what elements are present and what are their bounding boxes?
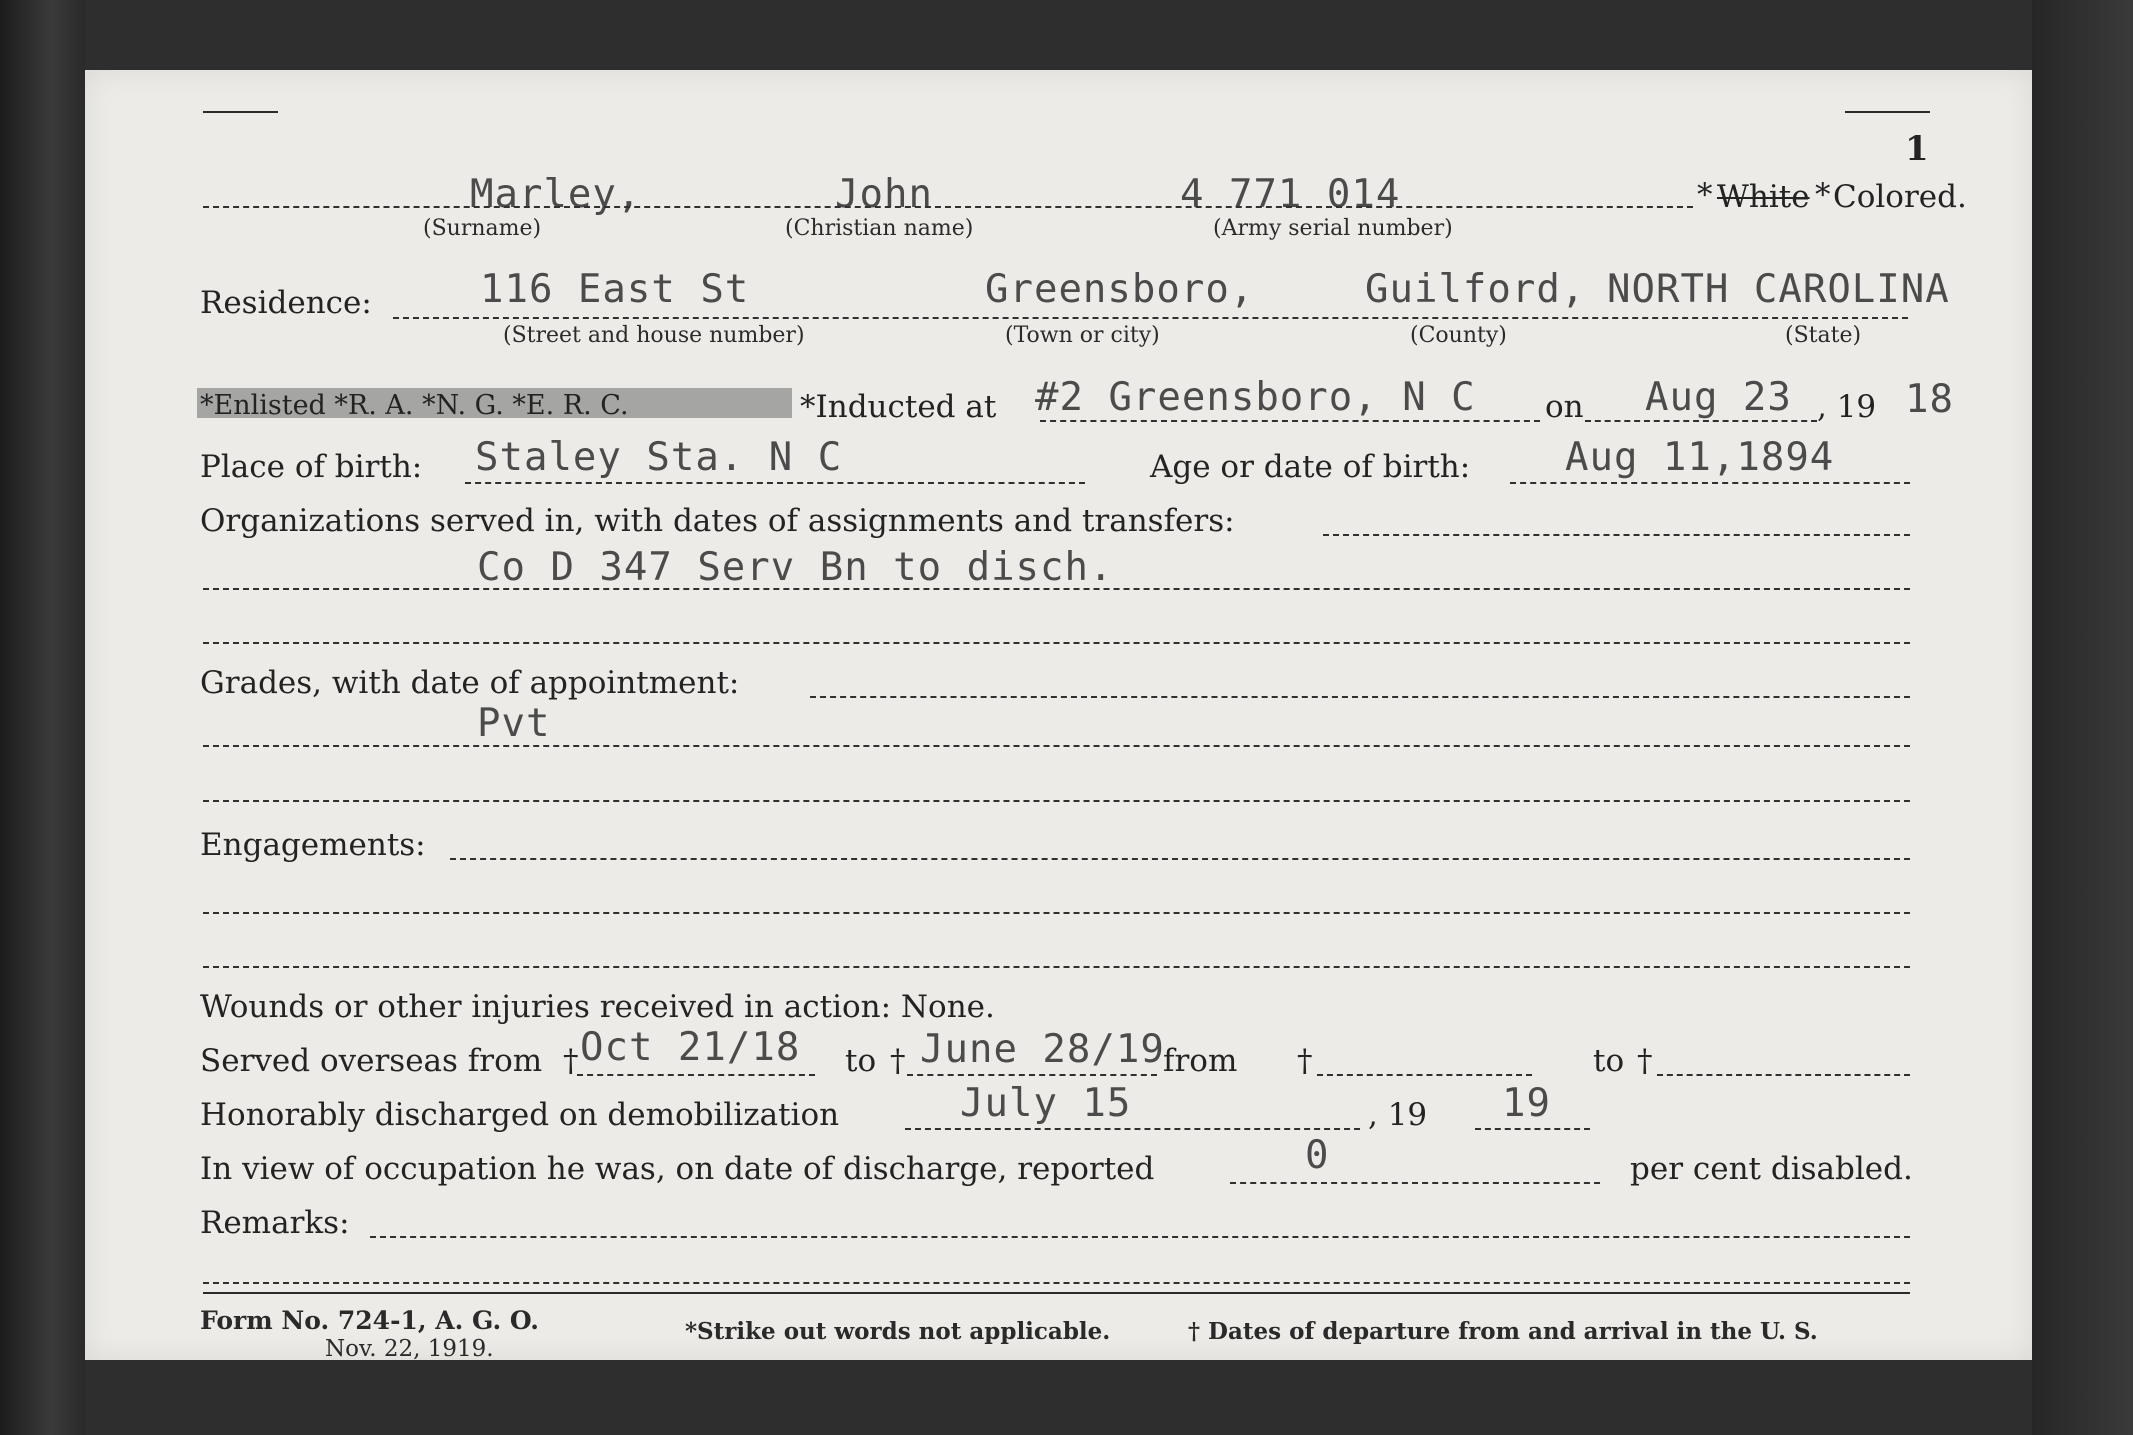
discharge-date-line	[905, 1128, 1360, 1130]
form-date: Nov. 22, 1919.	[325, 1336, 494, 1362]
disability-value: 0	[1305, 1133, 1330, 1178]
overseas-from2-line	[1317, 1074, 1532, 1076]
caption-christian-name: (Christian name)	[785, 216, 974, 241]
overseas-label: Served overseas from	[200, 1043, 543, 1079]
overseas-to-line	[907, 1074, 1157, 1076]
discharge-date-value: July 15	[960, 1081, 1132, 1126]
scan-border-left	[0, 0, 85, 1435]
footnote-dates: † Dates of departure from and arrival in the U. S.	[1188, 1318, 1818, 1345]
race-star-1: *	[1697, 177, 1713, 213]
county-value: Guilford,	[1365, 267, 1586, 312]
on-label: on	[1545, 389, 1584, 425]
engagements-line-3	[203, 966, 1910, 968]
caption-street: (Street and house number)	[503, 323, 805, 348]
overseas-to2-dagger: †	[1637, 1043, 1653, 1079]
grades-line-3	[203, 800, 1910, 802]
state-value: NORTH CAROLINA	[1607, 267, 1950, 312]
enlisted-options: *Enlisted *R. A. *N. G. *E. R. C.	[200, 390, 629, 421]
inducted-year-prefix: , 19	[1817, 389, 1877, 425]
serial-number-value: 4 771 014	[1180, 172, 1401, 217]
grade-value: Pvt	[477, 701, 551, 746]
overseas-to-label: to	[845, 1043, 877, 1079]
grades-line-1	[810, 696, 1910, 698]
inducted-date-line	[1585, 420, 1817, 422]
christian-name-value: John	[835, 172, 933, 217]
discharge-year-value: 19	[1502, 1081, 1551, 1126]
surname-value: Marley,	[470, 172, 642, 217]
birth-place-line	[465, 482, 1085, 484]
overseas-to-value: June 28/19	[920, 1027, 1165, 1072]
street-value: 116 East St	[480, 267, 750, 312]
remarks-line-1	[370, 1236, 1910, 1238]
grades-line-2	[203, 745, 1910, 747]
birth-date-line	[1510, 482, 1910, 484]
footnote-strike-out: *Strike out words not applicable.	[685, 1318, 1111, 1345]
inducted-place-line	[1040, 420, 1540, 422]
overseas-from2-dagger: †	[1297, 1043, 1313, 1079]
organization-value: Co D 347 Serv Bn to disch.	[477, 545, 1114, 590]
caption-town: (Town or city)	[1005, 323, 1160, 348]
overseas-from-line	[577, 1074, 815, 1076]
remarks-label: Remarks:	[200, 1205, 350, 1241]
caption-county: (County)	[1410, 323, 1507, 348]
disability-line	[1230, 1182, 1600, 1184]
remarks-line-2	[203, 1282, 1910, 1284]
organizations-line-2	[203, 588, 1910, 590]
name-line	[203, 206, 1693, 208]
service-record-card	[85, 70, 2032, 1360]
organizations-label: Organizations served in, with dates of assignments and transfers:	[200, 503, 1235, 539]
disability-suffix: per cent disabled.	[1630, 1151, 1913, 1187]
disability-label: In view of occupation he was, on date of discharge, reported	[200, 1151, 1155, 1187]
birth-place-value: Staley Sta. N C	[475, 435, 843, 480]
overseas-to2-label: to	[1593, 1043, 1625, 1079]
birth-date-label: Age or date of birth:	[1150, 449, 1471, 485]
overseas-to-dagger: †	[890, 1043, 906, 1079]
overseas-from-dagger: †	[563, 1043, 579, 1079]
race-white: White	[1717, 179, 1810, 215]
residence-label: Residence:	[200, 285, 372, 321]
inducted-date-value: Aug 23	[1645, 375, 1792, 420]
top-left-rule	[203, 111, 278, 113]
discharge-year-prefix: , 19	[1368, 1097, 1428, 1133]
discharged-label: Honorably discharged on demobilization	[200, 1097, 840, 1133]
wounds-label: Wounds or other injuries received in action: None.	[200, 989, 995, 1025]
caption-state: (State)	[1785, 323, 1862, 348]
engagements-label: Engagements:	[200, 827, 426, 863]
race-colored: Colored.	[1833, 179, 1967, 215]
organizations-line-3	[203, 642, 1910, 644]
discharge-year-line	[1475, 1128, 1590, 1130]
grades-label: Grades, with date of appointment:	[200, 665, 740, 701]
caption-surname: (Surname)	[423, 216, 542, 241]
inducted-year-value: 18	[1905, 377, 1954, 422]
engagements-line-1	[450, 858, 1910, 860]
scan-border-right	[2032, 0, 2133, 1435]
residence-line	[393, 317, 1908, 319]
birth-date-value: Aug 11,1894	[1565, 435, 1835, 480]
engagements-line-2	[203, 912, 1910, 914]
form-number: Form No. 724-1, A. G. O.	[200, 1306, 539, 1335]
caption-serial-number: (Army serial number)	[1213, 216, 1453, 241]
overseas-from2-label: from	[1163, 1043, 1238, 1079]
top-right-rule	[1845, 111, 1930, 113]
inducted-place-value: #2 Greensboro, N C	[1035, 375, 1476, 420]
race-star-2: *	[1815, 177, 1831, 213]
inducted-label: *Inducted at	[800, 389, 997, 425]
birth-place-label: Place of birth:	[200, 449, 423, 485]
town-value: Greensboro,	[985, 267, 1255, 312]
footer-rule	[203, 1292, 1910, 1294]
organizations-line-1	[1323, 534, 1910, 536]
page-number: 1	[1905, 129, 1929, 169]
overseas-to2-line	[1657, 1074, 1910, 1076]
overseas-from-value: Oct 21/18	[580, 1025, 801, 1070]
